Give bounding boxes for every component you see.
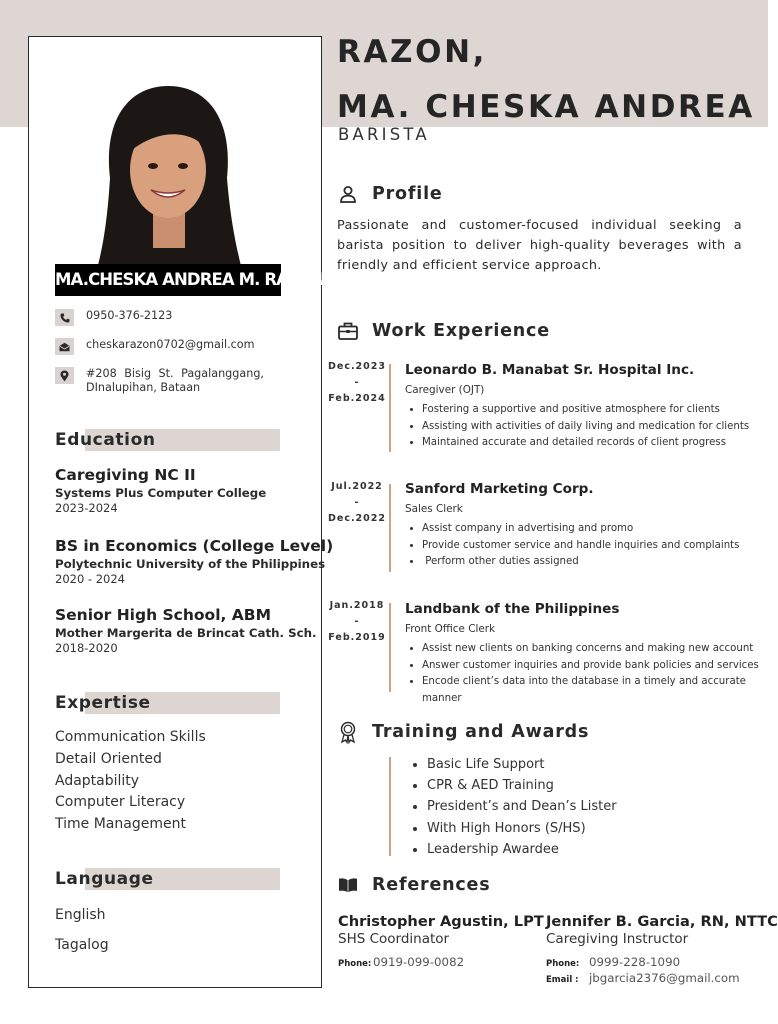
- photo-name-caption: MA.CHESKA ANDREA M. RAZON: [55, 264, 281, 296]
- position: Caregiver (OJT): [405, 384, 485, 396]
- degree: Caregiving NC II: [55, 466, 196, 484]
- education-item: [55, 466, 317, 515]
- contact-email: [55, 338, 255, 355]
- job-entry: [405, 362, 765, 452]
- list-item: Communication Skills: [55, 729, 206, 745]
- reference-phone-row: [338, 955, 544, 969]
- timeline-line: [389, 484, 391, 572]
- list-item: Tagalog: [55, 937, 109, 953]
- list-item: • Maintained accurate and detailed records of client progress: [422, 435, 765, 452]
- position: Sales Clerk: [405, 503, 463, 515]
- job-end-date: Feb.2024: [328, 393, 386, 404]
- position: Front Office Clerk: [405, 623, 496, 635]
- language-list: [55, 900, 109, 960]
- reference-email[interactable]: jbgarcia2376@gmail.com: [589, 971, 740, 985]
- list-item: • CPR & AED Training: [427, 775, 617, 796]
- list-item: • Encode client’s data into the database in a timely and accurate manner: [422, 674, 760, 707]
- degree: Senior High School, ABM: [55, 606, 272, 624]
- company-name: Sanford Marketing Corp.: [405, 481, 594, 497]
- job-date-range: [326, 598, 388, 646]
- school: Systems Plus Computer College: [55, 486, 267, 500]
- reference-title: Caregiving Instructor: [546, 931, 689, 947]
- job-end-date: Dec.2022: [327, 513, 386, 524]
- job-entry: [405, 601, 765, 707]
- education-heading-text: Education: [55, 430, 156, 450]
- profile-heading: [337, 183, 443, 205]
- portrait-image: [55, 58, 281, 296]
- list-item: • Answer customer inquiries and provide bank policies and services: [422, 658, 765, 675]
- years: 2023-2024: [55, 501, 118, 515]
- open-book-icon: [337, 874, 359, 896]
- list-item: Detail Oriented: [55, 750, 162, 767]
- language-heading-text: Language: [55, 869, 154, 889]
- list-item: • Assisting with activities of daily living and medication for clients: [422, 419, 765, 436]
- award-ribbon-icon: [337, 721, 359, 743]
- expertise-heading: [55, 692, 280, 714]
- job-end-date: Feb.2019: [328, 632, 386, 643]
- school: Mother Margerita de Brincat Cath. Sch.: [55, 626, 317, 640]
- list-item: English: [55, 907, 106, 923]
- reference-phone: 0999-228-1090: [589, 955, 681, 969]
- list-item: • Perform other duties assigned: [422, 554, 765, 571]
- school: Polytechnic University of the Philippines: [55, 557, 326, 571]
- job-start-date: Jul.2022: [331, 481, 383, 492]
- briefcase-icon: [337, 320, 359, 342]
- references-heading: [337, 874, 490, 896]
- phone-label: Phone:: [546, 959, 580, 969]
- name-line-2: MA. CHESKA ANDREA: [337, 89, 755, 125]
- phone-label: Phone:: [338, 959, 372, 969]
- job-bullets: [405, 521, 765, 571]
- training-heading: [337, 721, 589, 743]
- training-heading-text: Training and Awards: [372, 722, 590, 742]
- email-label: Email :: [546, 975, 579, 985]
- sidebar-card: [28, 36, 334, 988]
- date-separator: -: [354, 497, 360, 508]
- date-separator: -: [354, 377, 360, 388]
- expertise-heading-text: Expertise: [55, 693, 151, 713]
- list-item: • Provide customer service and handle inquiries and complaints: [422, 538, 765, 555]
- reference-email-row: [546, 971, 778, 985]
- job-start-date: Jan.2018: [329, 600, 385, 611]
- phone-icon: [55, 309, 74, 326]
- list-item: • Basic Life Support: [427, 754, 617, 775]
- work-heading-text: Work Experience: [372, 321, 550, 341]
- address-line-2: DInalupihan, Bataan: [86, 381, 201, 394]
- list-item: • With High Honors (S/HS): [427, 818, 617, 839]
- reference-name: Christopher Agustin, LPT: [338, 913, 544, 930]
- job-date-range: [326, 359, 388, 407]
- name-line-1: RAZON,: [337, 34, 488, 70]
- email-address[interactable]: cheskarazon0702@gmail.com: [86, 338, 255, 351]
- job-date-range: [326, 479, 388, 527]
- job-title: BARISTA: [338, 125, 430, 144]
- job-entry: [405, 481, 765, 571]
- profile-photo: [55, 58, 281, 296]
- address-line-1: #208 Bisig St. Pagalanggang,: [86, 367, 264, 380]
- job-start-date: Dec.2023: [327, 361, 386, 372]
- reference-title: SHS Coordinator: [338, 931, 450, 947]
- envelope-icon: [55, 338, 74, 355]
- reference-card: [546, 913, 778, 985]
- list-item: Computer Literacy: [55, 794, 186, 811]
- years: 2020 - 2024: [55, 572, 125, 586]
- list-item: Adaptability: [55, 772, 140, 789]
- profile-heading-text: Profile: [372, 184, 443, 204]
- job-bullets: [405, 641, 765, 707]
- expertise-list: [55, 727, 206, 836]
- list-item: • Leadership Awardee: [427, 839, 617, 860]
- years: 2018-2020: [55, 641, 118, 655]
- contact-address: [55, 367, 264, 395]
- company-name: Leonardo B. Manabat Sr. Hospital Inc.: [405, 362, 695, 378]
- reference-phone: 0919-099-0082: [373, 955, 465, 969]
- work-heading: [337, 320, 550, 342]
- reference-phone-row: [546, 955, 778, 969]
- education-heading: [55, 429, 280, 451]
- timeline-line: [389, 603, 391, 692]
- list-item: • Assist new clients on banking concerns and making new account: [422, 641, 765, 658]
- education-item: [55, 606, 317, 655]
- phone-number: 0950-376-2123: [86, 309, 173, 322]
- timeline-line: [389, 757, 391, 856]
- location-pin-icon: [55, 367, 74, 384]
- references-heading-text: References: [372, 875, 491, 895]
- profile-summary: Passionate and customer-focused individual seeking a barista position to deliver high-quality beverages with a friendly and efficient service approach.: [337, 218, 742, 274]
- degree: BS in Economics (College Level): [55, 537, 334, 555]
- list-item: • Fostering a supportive and positive atmosphere for clients: [422, 402, 765, 419]
- list-item: • President’s and Dean’s Lister: [427, 796, 617, 817]
- full-name: [337, 32, 755, 127]
- list-item: • Assist company in advertising and promo: [422, 521, 765, 538]
- reference-name: Jennifer B. Garcia, RN, NTTC: [546, 913, 778, 930]
- date-separator: -: [354, 616, 360, 627]
- education-item: [55, 537, 334, 586]
- training-list: [410, 754, 617, 860]
- user-icon: [337, 183, 359, 205]
- address-block: [86, 367, 264, 395]
- contact-phone: [55, 309, 172, 326]
- list-item: Time Management: [55, 816, 186, 833]
- job-bullets: [405, 402, 765, 452]
- language-heading: [55, 868, 280, 890]
- company-name: Landbank of the Philippines: [405, 601, 620, 617]
- timeline-line: [389, 364, 391, 452]
- reference-card: [338, 913, 544, 969]
